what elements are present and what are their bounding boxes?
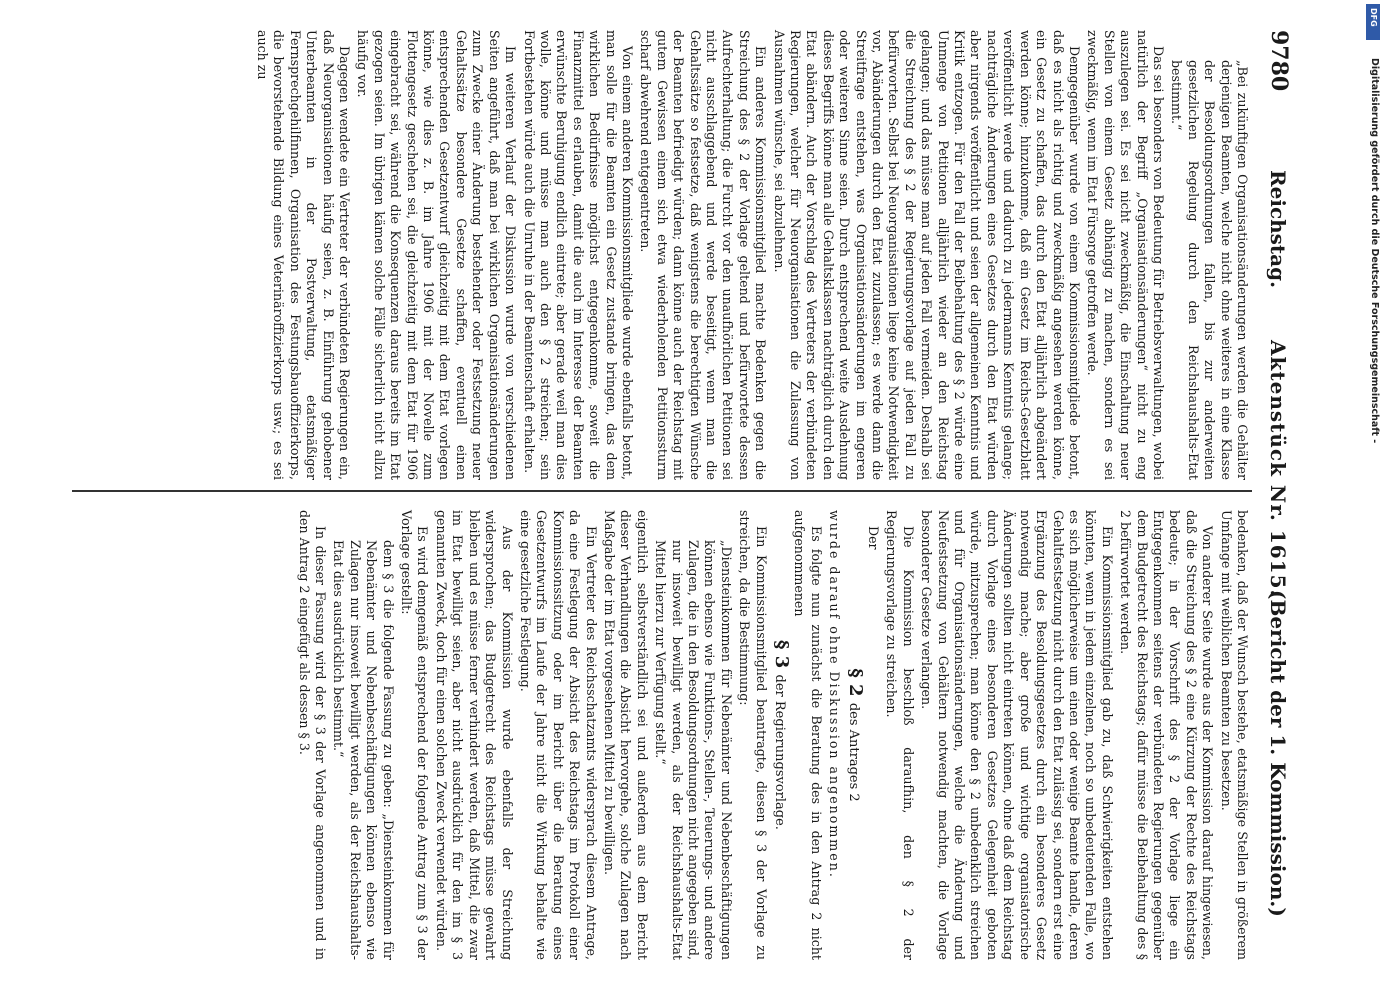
section-subtitle: der Regierungsvorlage. (772, 674, 788, 830)
digitization-note-text: Digitalisierung gefördert durch die Deutsche Forschungsgemeinschaft - (1369, 58, 1380, 444)
paragraph: Demgegenüber wurde von einem Kommissionsmitgliede betont, daß es nicht als richtig und zweckmäßig angesehen werden könne, ein Gesetz zu schaffen, das durch den Etat alljährlich abgeändert werden könne; hinzukomme, daß ein Gesetz im Reichs-Gesetzblatt veröffentlicht werde und dadurch zu jedermanns Kenntnis gelange; nachträgliche Änderungen eines Gesetzes durch den Etat würden aber nirgends veröffentlicht und seien der allgemeinen Kenntnis und Kritik entzogen. Für den Fall der Beibehaltung des § 2 würde eine Unmenge von Petitionen alljährlich wieder an den Reichstag gelangen; und das müsse man auf jeden Fall vermeiden. Deshalb sei die Streichung des § 2 der Regierungsvorlage auf jeden Fall zu befürworten. Selbst bei Neuorganisationen liege keine Notwendigkeit vor, Abänderungen durch den Etat zuzulassen; es werde dann die Streitfrage entstehen, was Organisationsänderungen im engeren oder weiteren Sinne seien. Durch entsprechend weite Ausdehnung dieses Begriffs könne man alle Gehaltsklassen nachträglich durch den Etat abändern. Auch der Vorschlag des Vertreters der verbündeten Regierungen, welcher für Neuorganisationen die Zulassung von Ausnahmen wünsche, sei abzulehnen. (771, 30, 1082, 480)
section-heading-3 (771, 510, 793, 960)
paragraph: Die Kommission beschloß daraufhin, den § 2 der Regierungsvorlage zu streichen. (884, 510, 916, 960)
paragraph: Das sei besonders von Bedeutung für Betriebsverwaltungen, wobei natürlich der Begriff „Organisationsänderungen“ nicht zu eng auszulegen sei. Es sei nicht zweckmäßig, die Einschaltung neuer Stellen von einem Gesetz abhängig zu machen, sondern es sei zweckmäßig, wenn im Etat Fürsorge getroffen werde. (1085, 30, 1166, 480)
section-number: § 2 (844, 668, 866, 697)
paragraph: Ein Vertreter des Reichsschatzamts widersprach diesem Antrage, da eine Festlegung der Absicht des Reichstags im Protokoll einer Kommissionssitzung oder im Bericht über die Beratung eines Gesetzentwurfs im Laufe der Jahre nicht die Wirkung behalte wie eine gesetzliche Festlegung. (517, 510, 599, 960)
proposal-text: dem § 3 die folgende Fassung zu geben: „Diensteinkommen für Nebenämter und Nebenbeschäftigungen können ebenso wie Zulagen nur insoweit bewilligt werden, als der Reichshaushalts-Etat dies ausdrücklich bestimmt.“ (331, 540, 396, 960)
paragraph: Von anderer Seite wurde aus der Kommission darauf hingewiesen, daß die Streichung des § 2 eine Kürzung der Rechte des Reichstags bedeute; in der Vorschrift des § 2 der Vorlage liege ein Entgegenkommen seitens der verbündeten Regierungen gegenüber dem Budgetrecht des Reichstags; dafür müsse die Beibehaltung des § 2 befürwortet werden. (1118, 510, 1216, 960)
paragraph: Ein Kommissionsmitglied gab zu, daß Schwierigkeiten entstehen könnten, wenn in jedem einzelnen, noch so unbedeutenden Falle, wo es sich möglicherweise um einen oder wenige Beamte handle, deren Gehaltfestsetzung nicht durch den Etat zulässig sei, sondern erst eine Ergänzung des Besoldungsgesetzes durch ein besonderes Gesetz notwendig mache; aber große und wichtige organisatorische Änderungen sollten nicht eintreten können, ohne daß dem Reichstag durch Vorlage eines besonderen Gesetzes Gelegenheit geboten würde, mitzusprechen; man könne den § 2 unbedenklich streichen und für Organisationsänderungen, welche die Änderung und Neufestsetzung von Gehältern notwendig machten, die Vorlage besonderer Gesetze verlangen. (919, 510, 1115, 960)
paragraph: Dagegen wendete ein Vertreter der verbündeten Regierungen ein, daß Neuorganisationen häufig seien, z. B. Einführung gehobener Unterbeamten in der Postverwaltung, etatsmäßiger Fernsprechgehilfinnen, Organisation des Festungsbauoffizierkorps, die bevorstehende Bildung eines Veterinäroffizierkorps usw.; es sei auch zu (255, 30, 353, 480)
column-divider (72, 490, 1252, 492)
quoted-provision: „Diensteinkommen für Nebenämter und Nebenbeschäftigungen können ebenso wie Funktions-, Stellen-, Teuerungs- und andere Zulagen, die in den Besoldungsordnungen nicht angegeben sind, nur insoweit bewilligt werden, als der Reichshaushalts-Etat Mittel hierzu zur Verfügung stellt.“ (653, 540, 734, 960)
paragraph: wurde darauf ohne Diskussion angenommen. (827, 510, 843, 879)
paragraph: Von einem anderen Kommissionsmitgliede wurde ebenfalls betont, man solle für die Beamten ein Gesetz zustande bringen, das dem wirklichen Bedürfnisse möglichst entgegenkomme, soweit die Finanzmittel es erlauben, damit die auch im Interesse der Beamten erwünschte Beruhigung endlich eintrete; aber gerade weil man dies wolle, könne und müsse man auch den § 2 streichen; sein Fortbestehen würde auch die Unruhe in der Beamtenschaft erhalten. (521, 30, 635, 480)
section-number: § 3 (771, 640, 793, 669)
paragraph: bedenken, daß der Wunsch bestehe, etatsmäßige Stellen in größerem Umfange mit weiblichen Beamten zu besetzen. (1218, 510, 1250, 960)
paragraph: Ein Kommissionsmitglied beantragte, diesen § 3 der Vorlage zu streichen, da die Bestimmung: (737, 510, 769, 960)
dfg-logo: DFG (1366, 4, 1380, 40)
paragraph: Es wird demgemäß entsprechend der folgende Antrag zum § 3 der Vorlage gestellt: (399, 510, 431, 960)
right-column (293, 510, 1250, 960)
paragraph: Es folgte nun zunächst die Beratung des in den Antrag 2 nicht aufgenommenen (792, 510, 824, 960)
rotated-document-page (60, 0, 1300, 1000)
page-number: 9780 (1266, 30, 1292, 92)
section-heading-2 (844, 510, 866, 960)
paragraph: Im weiteren Verlauf der Diskussion wurde von verschiedenen Seiten angeführt, daß man bei wirklichen Organisationsänderungen zum Zwecke einer Änderung bestehender oder Festsetzung neuer Gehaltssätze besondere Gesetze schaffen, eventuell einen entsprechenden Gesetzentwurf gleichzeitig mit dem Etat vorlegen könne, wie dies z. B. im Jahre 1906 mit der Novelle zum Flottengesetz geschehen sei, die gleichzeitig mit dem Etat für 1906 eingebracht sei, während die Konsequenzen daraus bereits im Etat gezogen seien. Im übrigen kämen solche Fälle sicherlich nicht allzu häufig vor. (355, 30, 519, 480)
page-header (1252, 30, 1292, 970)
header-title: Aktenstück Nr. 1615. (1266, 340, 1290, 598)
paragraph: eigentlich selbstverständlich sei und außerdem aus dem Bericht dieser Verhandlungen die Absicht hervorgehe, solche Zulagen nach Maßgabe der im Etat vorgesehenen Mittel zu bewilligen. (601, 510, 650, 960)
paragraph: In dieser Fassung wird der § 3 der Vorlage angenommen und in den Antrag 2 eingefügt als dessen § 3. (296, 510, 329, 960)
digitization-note (1368, 10, 1380, 990)
paragraph: Aus der Kommission wurde ebenfalls der Streichung widersprochen; das Budgetrecht des Reichstags müsse gewahrt bleiben und es müsse ferner verhindert werden, daß Mittel, die zwar im Etat bewilligt seien, aber nicht ausdrücklich für den im § 3 genannten Zweck, doch für einen solchen Zweck verwendet würden. (433, 510, 515, 960)
paragraph: Ein anderes Kommissionsmitglied machte Bedenken gegen die Streichung des § 2 der Vorlage geltend und befürwortete dessen Aufrechterhaltung; die Furcht vor den unaufhörlichen Petitionen sei nicht ausschlaggebend und werde beseitigt, wenn man die Gehaltssätze so festsetze, daß wenigstens die berechtigten Wünsche der Beamten befriedigt würden; dann könne auch der Reichstag mit gutem Gewissen einem sich etwa wiederholenden Petitionssturm scharf abwehrend entgegentreten. (638, 30, 769, 480)
section-subtitle: des Antrages 2 (845, 702, 861, 802)
left-column (252, 30, 1250, 480)
paragraph: Der (866, 526, 882, 550)
paragraph: „Bei zukünftigen Organisationsänderungen werden die Gehälter derjenigen Beamten, welche nicht ohne weiteres in eine Klasse der Besoldungsordnungen fallen, bis zur anderweiten gesetzlichen Regelung durch den Reichshaushalts-Etat bestimmt.“ (1169, 60, 1250, 480)
header-left: Reichstag. (1266, 170, 1290, 289)
header-right: (Bericht der 1. Kommission.) (1266, 590, 1290, 917)
